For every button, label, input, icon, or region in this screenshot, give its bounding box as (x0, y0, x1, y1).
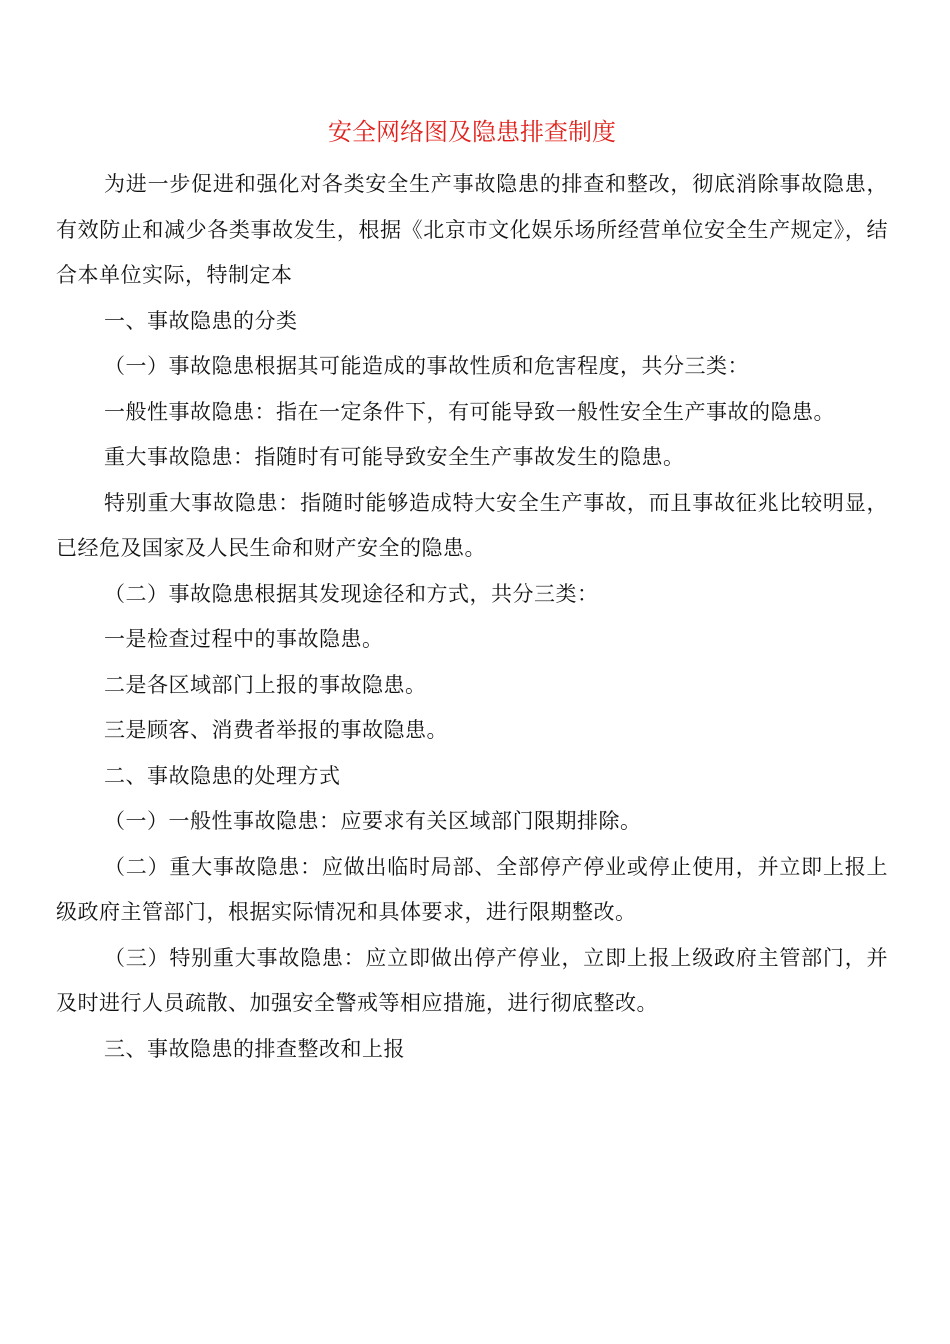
subsection-1-1: （一）事故隐患根据其可能造成的事故性质和危害程度，共分三类： (104, 354, 749, 378)
document-title: 安全网络图及隐患排查制度 (328, 118, 616, 146)
subsection-2-2: （二）重大事故隐患：应做出临时局部、全部停产停业或停止使用，并立即上报上级政府主管部门，根据实际情况和具体要求，进行限期整改。 (56, 854, 888, 924)
subsection-2-3: （三）特别重大事故隐患：应立即做出停产停业，立即上报上级政府主管部门，并及时进行人员疏散、加强安全警戒等相应措施，进行彻底整改。 (56, 945, 888, 1015)
paragraph-general-hazard: 一般性事故隐患：指在一定条件下，有可能导致一般性安全生产事故的隐患。 (104, 399, 835, 424)
section-heading-2: 二、事故隐患的处理方式 (104, 763, 341, 788)
subsection-1-2: （二）事故隐患根据其发现途径和方式，共分三类： (104, 581, 599, 606)
section-heading-3: 三、事故隐患的排查整改和上报 (104, 1036, 405, 1061)
intro-paragraph: 为进一步促进和强化对各类安全生产事故隐患的排查和整改，彻底消除事故隐患，有效防止和减少各类事故发生，根据《北京市文化娱乐场所经营单位安全生产规定》，结合本单位实际，特制定本 (56, 172, 888, 287)
paragraph-major-hazard: 重大事故隐患：指随时有可能导致安全生产事故发生的隐患。 (104, 445, 685, 469)
section-heading-1: 一、事故隐患的分类 (104, 308, 298, 333)
paragraph-severe-hazard: 特别重大事故隐患：指随时能够造成特大安全生产事故，而且事故征兆比较明显，已经危及国家及人民生命和财产安全的隐患。 (56, 490, 888, 560)
document-page (56, 112, 888, 1072)
list-item-department-report: 二是各区域部门上报的事故隐患。 (104, 672, 427, 697)
list-item-inspection: 一是检查过程中的事故隐患。 (104, 627, 384, 651)
subsection-2-1: （一）一般性事故隐患：应要求有关区域部门限期排除。 (104, 809, 642, 833)
list-item-customer-report: 三是顾客、消费者举报的事故隐患。 (104, 718, 448, 742)
